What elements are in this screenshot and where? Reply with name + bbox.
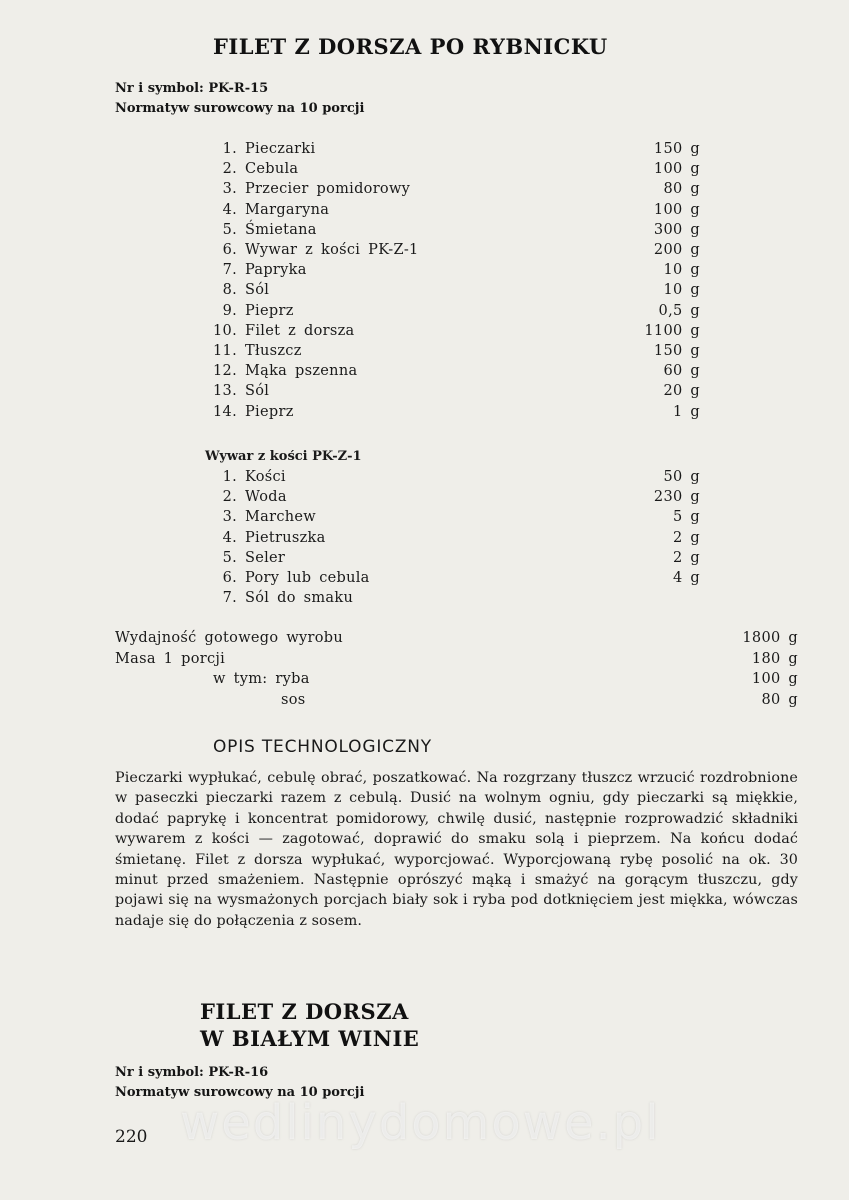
recipe1-symbol: Nr i symbol: PK-R-15 xyxy=(115,81,269,96)
broth-item-qty: 4 g xyxy=(672,570,700,587)
ingredient-qty: 150 g xyxy=(653,141,700,158)
ingredient-qty: 10 g xyxy=(663,262,700,279)
ingredient-qty: 10 g xyxy=(663,282,700,299)
ingredient-num: 8. xyxy=(222,282,237,299)
recipe2-title xyxy=(200,998,419,1052)
ingredient-name: Cebula xyxy=(245,161,299,178)
broth-item-row xyxy=(205,528,700,548)
watermark: wedlinydomowe.pl xyxy=(180,1095,661,1151)
yield-fish-value: 100 g xyxy=(751,671,798,688)
broth-item-num: 6. xyxy=(222,570,237,587)
ingredient-qty: 80 g xyxy=(663,181,700,198)
ingredient-row xyxy=(205,361,700,381)
broth-item-row xyxy=(205,588,700,608)
broth-item-qty: 50 g xyxy=(663,469,700,486)
ingredient-name: Sól xyxy=(245,383,270,400)
yield-block xyxy=(115,628,798,710)
ingredient-qty: 100 g xyxy=(653,161,700,178)
ingredient-num: 4. xyxy=(222,201,237,218)
tech-heading: OPIS TECHNOLOGICZNY xyxy=(213,737,432,757)
ingredient-row xyxy=(205,280,700,300)
yield-portion-value: 180 g xyxy=(751,650,798,667)
broth-item-num: 1. xyxy=(222,469,237,486)
broth-item-qty: 230 g xyxy=(653,489,700,506)
ingredient-qty: 150 g xyxy=(653,342,700,359)
ingredient-row xyxy=(205,200,700,220)
ingredient-qty: 20 g xyxy=(663,383,700,400)
broth-item-name: Seler xyxy=(245,549,286,566)
broth-item-name: Pory lub cebula xyxy=(245,570,370,587)
broth-item-row xyxy=(205,467,700,487)
yield-fish-row xyxy=(115,669,798,690)
ingredient-num: 2. xyxy=(222,161,237,178)
ingredient-qty: 100 g xyxy=(653,201,700,218)
broth-item-num: 3. xyxy=(222,509,237,526)
ingredient-num: 3. xyxy=(222,181,237,198)
ingredient-name: Pieprz xyxy=(245,302,294,319)
ingredient-row xyxy=(205,159,700,179)
broth-item-num: 7. xyxy=(222,590,237,607)
ingredient-num: 1. xyxy=(222,141,237,158)
broth-item-name: Pietruszka xyxy=(245,529,326,546)
broth-list xyxy=(205,467,700,608)
broth-item-num: 5. xyxy=(222,549,237,566)
ingredient-row xyxy=(205,179,700,199)
ingredient-num: 5. xyxy=(222,221,237,238)
ingredient-name: Mąka pszenna xyxy=(245,363,358,380)
ingredient-name: Margaryna xyxy=(245,201,330,218)
broth-item-row xyxy=(205,487,700,507)
ingredient-name: Pieczarki xyxy=(245,141,316,158)
yield-output-value: 1800 g xyxy=(742,630,798,647)
ingredient-name: Pieprz xyxy=(245,403,294,420)
ingredient-num: 7. xyxy=(222,262,237,279)
ingredient-row xyxy=(205,401,700,421)
ingredient-row xyxy=(205,301,700,321)
ingredient-row xyxy=(205,321,700,341)
broth-title: Wywar z kości PK-Z-1 xyxy=(205,449,362,464)
yield-portion-row xyxy=(115,649,798,670)
ingredient-qty: 1 g xyxy=(672,403,700,420)
recipe2-title-line2: W BIAŁYM WINIE xyxy=(200,1026,420,1051)
ingredient-row xyxy=(205,260,700,280)
ingredient-row xyxy=(205,220,700,240)
ingredient-num: 6. xyxy=(222,242,237,259)
ingredient-qty: 1100 g xyxy=(644,322,700,339)
broth-item-qty: 2 g xyxy=(672,549,700,566)
ingredient-row xyxy=(205,139,700,159)
ingredient-num: 13. xyxy=(213,383,237,400)
yield-output-row xyxy=(115,628,798,649)
yield-portion-label: Masa 1 porcji xyxy=(115,650,226,667)
ingredient-name: Tłuszcz xyxy=(245,342,302,359)
page-number: 220 xyxy=(115,1127,148,1147)
ingredients-list xyxy=(205,139,700,422)
ingredient-name: Przecier pomidorowy xyxy=(245,181,411,198)
ingredient-name: Sól xyxy=(245,282,270,299)
broth-item-num: 4. xyxy=(222,529,237,546)
yield-fish-label: w tym: ryba xyxy=(213,671,310,688)
broth-item-row xyxy=(205,568,700,588)
ingredient-num: 9. xyxy=(222,302,237,319)
yield-sauce-label: sos xyxy=(281,691,306,708)
broth-item-row xyxy=(205,507,700,527)
yield-sauce-value: 80 g xyxy=(761,691,798,708)
yield-output-label: Wydajność gotowego wyrobu xyxy=(115,630,344,647)
ingredient-row xyxy=(205,381,700,401)
recipe1-norm: Normatyw surowcowy na 10 porcji xyxy=(115,101,365,116)
broth-item-name: Kości xyxy=(245,469,286,486)
ingredient-num: 10. xyxy=(213,322,237,339)
tech-description: Pieczarki wypłukać, cebulę obrać, poszatkować. Na rozgrzany tłuszcz wrzucić rozdrobnione w paseczki pieczarki razem z cebulą. Dusić na wolnym ogniu, gdy pieczarki są miękkie, dodać paprykę i koncentrat pomidorowy, chwilę dusić, następnie rozprowadzić składniki wywarem z kości — zagotować, doprawić do smaku solą i pieprzem. Na końcu dodać śmietanę. Filet z dorsza wypłukać, wyporcjować. Wyporcjowaną rybę posolić na ok. 30 minut przed smażeniem. Następnie oprószyć mąką i smażyć na gorącym tłuszczu, gdy pojawi się na wysmażonych porcjach biały sok i ryba pod dotknięciem jest miękka, wówczas nadaje się do połączenia z sosem. xyxy=(115,770,798,929)
broth-item-name: Sól do smaku xyxy=(245,590,354,607)
broth-item-name: Woda xyxy=(245,489,287,506)
ingredient-num: 11. xyxy=(213,342,237,359)
recipe2-norm: Normatyw surowcowy na 10 porcji xyxy=(115,1085,365,1100)
ingredient-qty: 0,5 g xyxy=(658,302,700,319)
broth-item-num: 2. xyxy=(222,489,237,506)
ingredient-qty: 200 g xyxy=(653,242,700,259)
broth-item-qty: 5 g xyxy=(672,509,700,526)
yield-sauce-row xyxy=(115,690,798,711)
ingredient-name: Wywar z kości PK-Z-1 xyxy=(245,242,419,259)
ingredient-qty: 300 g xyxy=(653,221,700,238)
ingredient-row xyxy=(205,240,700,260)
ingredient-name: Śmietana xyxy=(245,221,317,238)
ingredient-num: 14. xyxy=(213,403,237,420)
recipe1-title: FILET Z DORSZA PO RYBNICKU xyxy=(213,34,608,59)
broth-item-row xyxy=(205,548,700,568)
recipe2-title-line1: FILET Z DORSZA xyxy=(200,999,409,1024)
broth-item-qty: 2 g xyxy=(672,529,700,546)
ingredient-qty: 60 g xyxy=(663,363,700,380)
ingredient-row xyxy=(205,341,700,361)
broth-item-name: Marchew xyxy=(245,509,316,526)
recipe2-symbol: Nr i symbol: PK-R-16 xyxy=(115,1065,269,1080)
ingredient-num: 12. xyxy=(213,363,237,380)
ingredient-name: Papryka xyxy=(245,262,307,279)
ingredient-name: Filet z dorsza xyxy=(245,322,355,339)
